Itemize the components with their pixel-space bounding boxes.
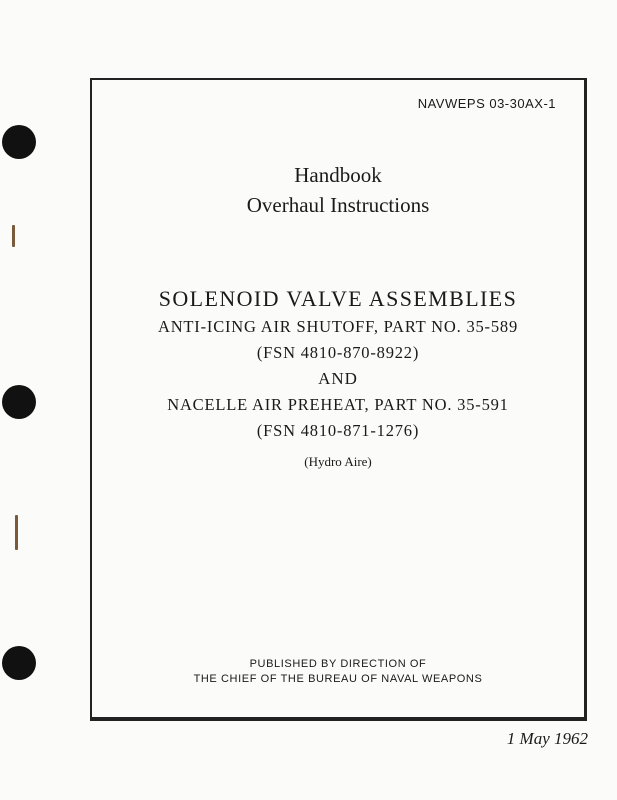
- document-number: NAVWEPS 03-30AX-1: [417, 96, 556, 111]
- fsn-1: (FSN 4810-870-8922): [256, 343, 420, 362]
- handbook-label: Handbook: [294, 163, 382, 187]
- part-description-1: ANTI-ICING AIR SHUTOFF, PART NO. 35-589: [158, 317, 518, 336]
- publisher-block: [92, 657, 584, 687]
- conjunction: AND: [318, 369, 358, 388]
- manufacturer: (Hydro Aire): [304, 454, 372, 469]
- document-title: SOLENOID VALVE ASSEMBLIES: [158, 286, 518, 311]
- publisher-line-2: THE CHIEF OF THE BUREAU OF NAVAL WEAPONS: [193, 673, 483, 685]
- cover-frame: [90, 78, 587, 721]
- rust-speck: [15, 515, 18, 550]
- rust-speck: [12, 225, 15, 247]
- binder-hole-top: [2, 125, 36, 159]
- binder-hole-middle: [2, 385, 36, 419]
- overhaul-instructions-label: Overhaul Instructions: [246, 193, 430, 217]
- fsn-2: (FSN 4810-871-1276): [256, 421, 420, 440]
- publication-date: 1 May 1962: [506, 729, 588, 748]
- publisher-line-1: PUBLISHED BY DIRECTION OF: [249, 658, 427, 670]
- binder-hole-bottom: [2, 646, 36, 680]
- main-title-block: [92, 284, 584, 476]
- handbook-title-block: [92, 160, 584, 220]
- part-description-2: NACELLE AIR PREHEAT, PART NO. 35-591: [167, 395, 509, 414]
